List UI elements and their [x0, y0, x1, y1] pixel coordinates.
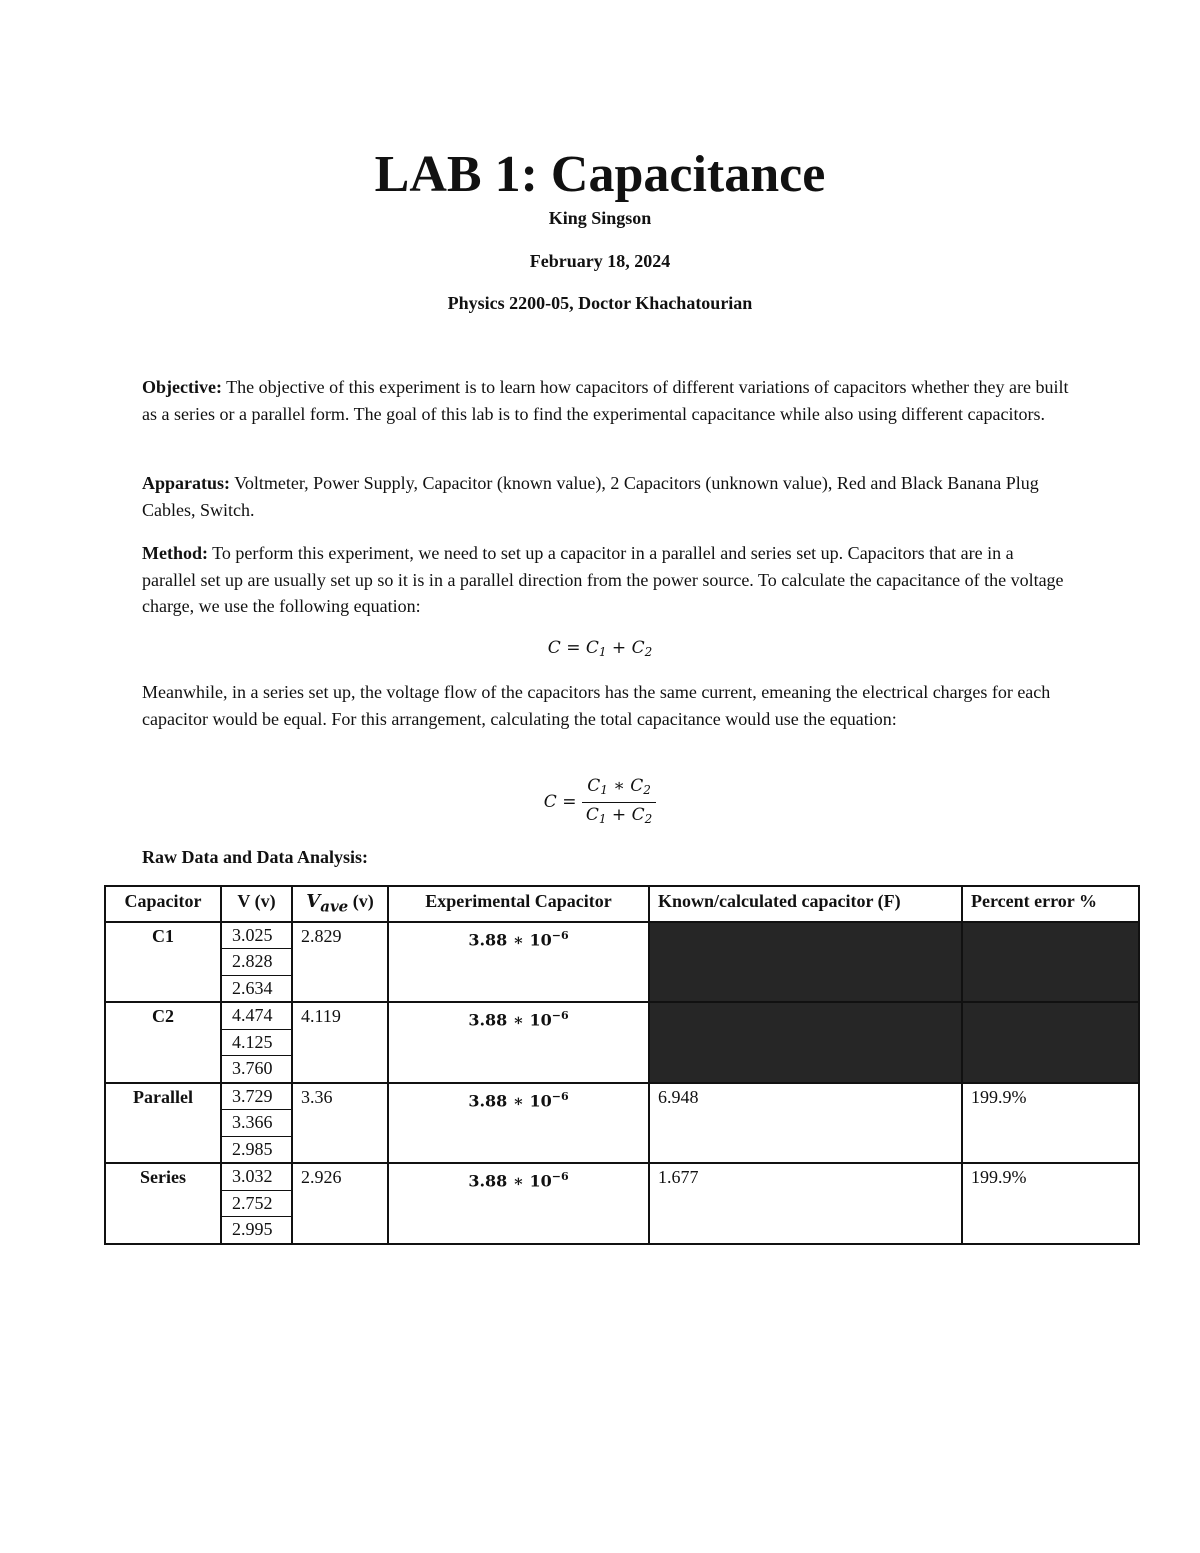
apparatus-paragraph [142, 470, 1072, 523]
experimental-capacitance: 3.88 ∗ $10^{-6}$ [388, 1163, 649, 1244]
voltage-reading: 2.828 [222, 949, 291, 976]
percent-error-redacted [962, 1002, 1139, 1083]
voltage-readings [221, 1083, 292, 1164]
percent-error-redacted [962, 922, 1139, 1003]
voltage-reading: 2.752 [222, 1191, 291, 1218]
course-info: Physics 2200-05, Doctor Khachatourian [447, 293, 753, 313]
table-header-row [105, 886, 1139, 922]
experimental-capacitance: 3.88 ∗ $10^{-6}$ [388, 922, 649, 1003]
voltage-readings [221, 1002, 292, 1083]
voltage-reading: 3.366 [222, 1110, 291, 1137]
apparatus-label: Apparatus: [142, 473, 231, 493]
average-voltage: 2.829 [292, 922, 388, 1003]
apparatus-text: Voltmeter, Power Supply, Capacitor (known value), 2 Capacitors (unknown value), Red and Black Banana Plug Cables, Switch. [142, 473, 1039, 520]
percent-error: 199.9% [962, 1163, 1139, 1244]
row-label: C1 [105, 922, 221, 1003]
voltage-reading: 4.474 [222, 1003, 291, 1030]
voltage-readings [221, 1163, 292, 1244]
known-capacitance: 6.948 [649, 1083, 962, 1164]
row-label: Parallel [105, 1083, 221, 1164]
average-voltage: 4.119 [292, 1002, 388, 1083]
header-voltage: V (v) [221, 886, 292, 922]
data-table [104, 885, 1140, 1245]
method-paragraph [142, 540, 1072, 620]
series-equation: C = $\frac{C_1 ∗ C_2}{C_1 + C_2}$ [0, 774, 1200, 831]
objective-label: Objective: [142, 377, 222, 397]
parallel-equation: $C = C_1 + C_2$ [547, 638, 653, 659]
objective-paragraph [142, 374, 1072, 427]
table-row [105, 1002, 1139, 1083]
header-known: Known/calculated capacitor (F) [649, 886, 962, 922]
voltage-reading: 3.032 [222, 1164, 291, 1191]
raw-data-heading: Raw Data and Data Analysis: [142, 847, 369, 867]
series-paragraph: Meanwhile, in a series set up, the voltage flow of the capacitors has the same current, emeaning the electrical charges for each capacitor would be equal. For this arrangement, calculating the total capacitance would use the equation: [142, 682, 1051, 729]
voltage-reading: 2.634 [232, 977, 273, 998]
experimental-capacitance: 3.88 ∗ $10^{-6}$ [388, 1002, 649, 1083]
row-label: C2 [105, 1002, 221, 1083]
method-text: To perform this experiment, we need to set up a capacitor in a parallel and series set up. Capacitors that are in a parallel set up are usually set up so it is in a parallel direction from the power source. To calculate the capacitance of the voltage charge, we use the following equation: [142, 543, 1064, 616]
page-title: LAB 1: Capacitance [374, 146, 826, 203]
known-capacitance-redacted [649, 922, 962, 1003]
average-voltage: 2.926 [292, 1163, 388, 1244]
table-row [105, 922, 1139, 1003]
objective-text: The objective of this experiment is to learn how capacitors of different variations of capacitors whether they are built as a series or a parallel form. The goal of this lab is to find the experimental capacitance while also using different capacitors. [142, 377, 1069, 424]
experimental-capacitance: 3.88 ∗ $10^{-6}$ [388, 1083, 649, 1164]
voltage-reading: 3.729 [222, 1084, 291, 1111]
series-fraction: $\frac{C_1 ∗ C_2}{C_1 + C_2}$ [582, 774, 656, 831]
known-capacitance-redacted [649, 1002, 962, 1083]
percent-error: 199.9% [962, 1083, 1139, 1164]
voltage-reading: 4.125 [222, 1030, 291, 1057]
table-row [105, 1083, 1139, 1164]
row-label: Series [105, 1163, 221, 1244]
voltage-reading: 3.760 [232, 1058, 273, 1079]
average-voltage: 3.36 [292, 1083, 388, 1164]
report-date: February 18, 2024 [529, 251, 671, 271]
header-capacitor: Capacitor [105, 886, 221, 922]
voltage-reading: 2.985 [232, 1138, 273, 1159]
voltage-reading: 3.025 [222, 923, 291, 950]
header-error: Percent error % [962, 886, 1139, 922]
header-average-voltage: $V_{ave}$ (v) [292, 886, 388, 922]
author-name: King Singson [548, 208, 652, 228]
known-capacitance: 1.677 [649, 1163, 962, 1244]
voltage-reading: 2.995 [232, 1219, 273, 1240]
header-experimental: Experimental Capacitor [388, 886, 649, 922]
table-row [105, 1163, 1139, 1244]
method-label: Method: [142, 543, 208, 563]
voltage-readings [221, 922, 292, 1003]
